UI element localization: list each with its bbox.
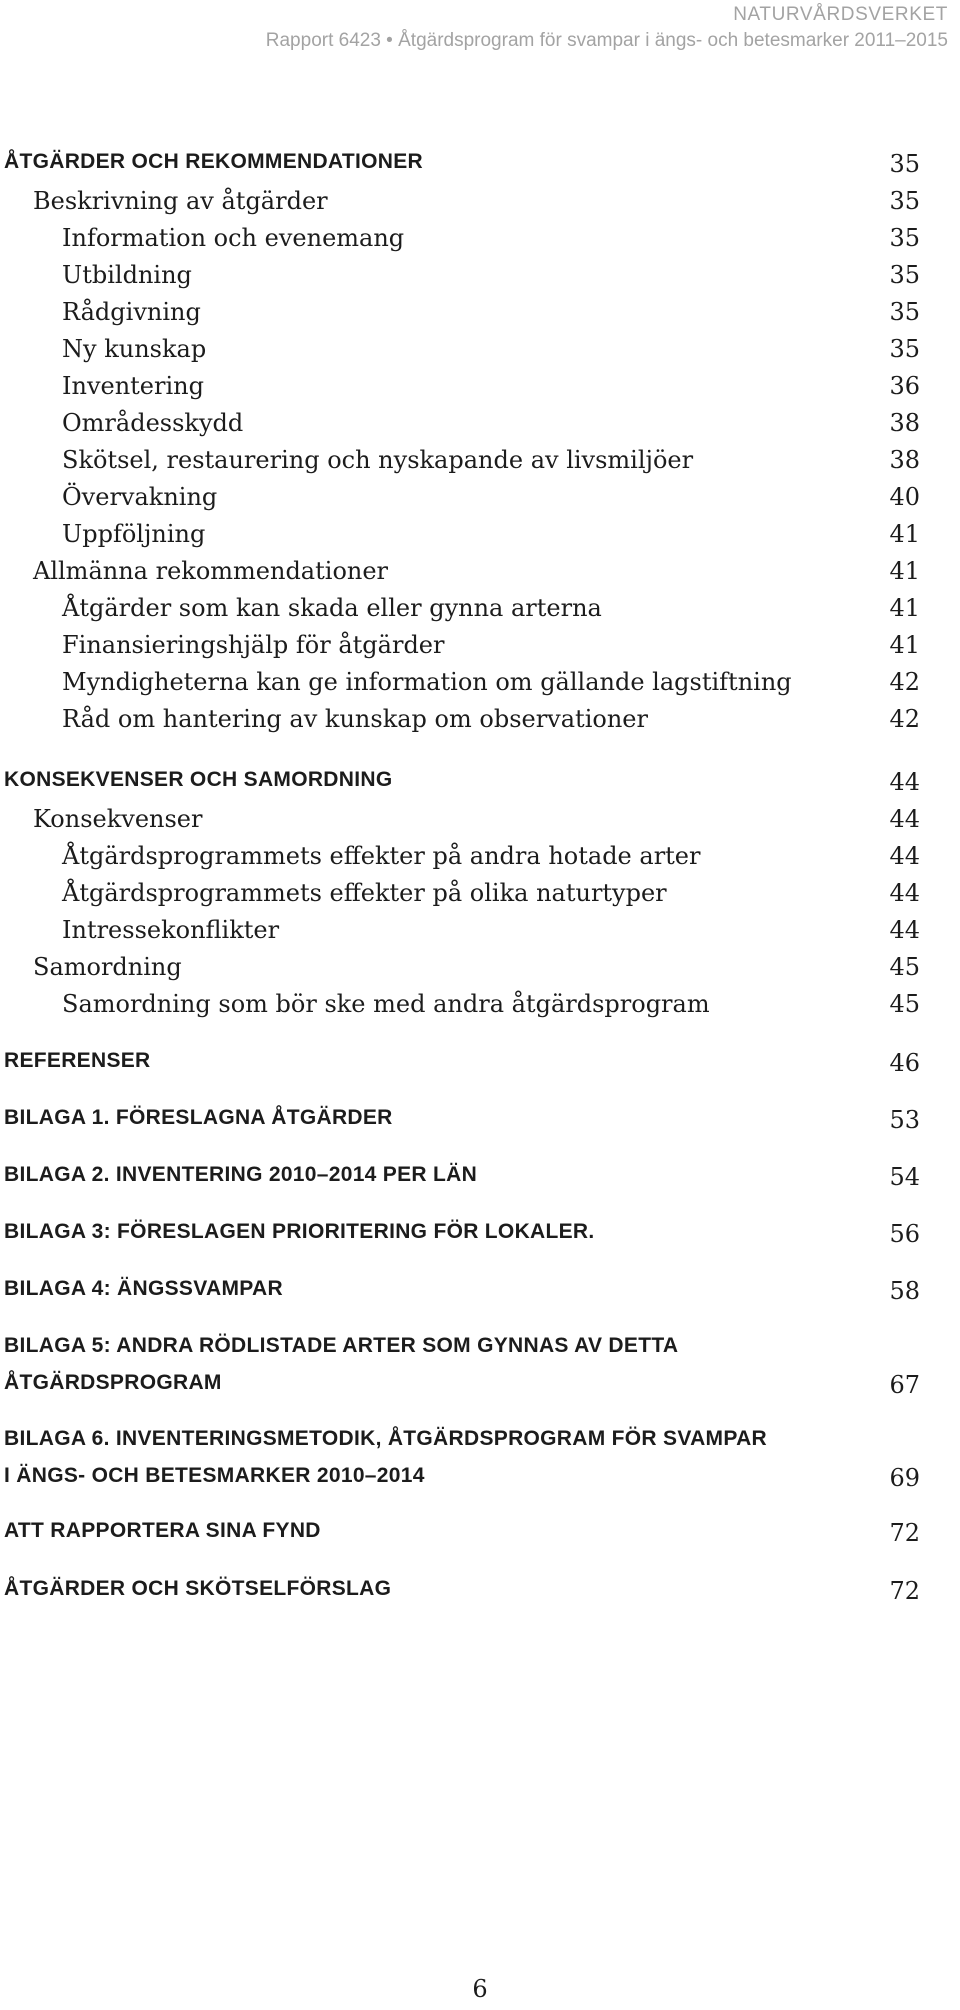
- header-report-title: Rapport 6423 • Åtgärdsprogram för svampar i ängs- och betesmarker 2011–2015: [265, 30, 948, 51]
- toc-entry-page: 35: [889, 187, 920, 215]
- toc-entry-page: 44: [889, 916, 920, 944]
- toc-entry-page: 44: [889, 842, 920, 870]
- toc-entry-title: Allmänna rekommendationer: [33, 557, 389, 585]
- toc-entry-page: 42: [889, 705, 920, 733]
- toc-entry-title: REFERENSER: [4, 1049, 151, 1072]
- toc-entry-title: Ny kunskap: [62, 335, 207, 363]
- toc-entry-page: 42: [889, 668, 920, 696]
- toc-entry-title: Samordning som bör ske med andra åtgärdsprogram: [62, 990, 710, 1018]
- toc-entry-title: Åtgärder som kan skada eller gynna arterna: [62, 594, 602, 622]
- toc-entry-title: I ÄNGS- OCH BETESMARKER 2010–2014: [4, 1464, 425, 1487]
- toc-entry-title: Beskrivning av åtgärder: [33, 187, 328, 215]
- toc-entry-title: Konsekvenser: [33, 805, 203, 833]
- toc-entry-page: 41: [889, 520, 920, 548]
- toc-entry-page: 38: [889, 409, 920, 437]
- toc-entry-title: BILAGA 1. FÖRESLAGNA ÅTGÄRDER: [4, 1106, 393, 1129]
- toc-entry-title: Inventering: [62, 372, 204, 400]
- toc-entry-page: 35: [889, 335, 920, 363]
- toc-entry-title: Rådgivning: [62, 298, 201, 326]
- running-header: [266, 0, 948, 54]
- toc-entry-page: 56: [889, 1220, 920, 1248]
- toc-entry-page: 45: [889, 990, 920, 1018]
- toc-entry-page: 53: [889, 1106, 920, 1134]
- toc-entry-title: Råd om hantering av kunskap om observationer: [62, 705, 648, 733]
- toc-entry-page: 41: [889, 557, 920, 585]
- toc-entry-title: Uppföljning: [62, 520, 206, 548]
- toc-entry-title: Skötsel, restaurering och nyskapande av livsmiljöer: [62, 446, 694, 474]
- toc-entry-page: 69: [889, 1464, 920, 1492]
- toc-entry-page: 67: [889, 1371, 920, 1399]
- toc-entry-page: 44: [889, 879, 920, 907]
- toc-entry-page: 40: [889, 483, 920, 511]
- toc-entry-title: Finansieringshjälp för åtgärder: [62, 631, 445, 659]
- toc-entry-page: 58: [889, 1277, 920, 1305]
- toc-entry-title: Utbildning: [62, 261, 192, 289]
- toc-entry-title: ATT RAPPORTERA SINA FYND: [4, 1519, 321, 1542]
- toc-entry-page: 54: [889, 1163, 920, 1191]
- toc-entry-title: KONSEKVENSER OCH SAMORDNING: [4, 768, 393, 791]
- toc-entry-title: Övervakning: [62, 483, 218, 511]
- toc-entry-title: ÅTGÄRDER OCH REKOMMENDATIONER: [4, 150, 423, 173]
- toc-entry-page: 44: [889, 805, 920, 833]
- toc-entry-page: 35: [889, 150, 920, 178]
- toc-entry-title: Samordning: [33, 953, 182, 981]
- toc-entry-page: 45: [889, 953, 920, 981]
- toc-entry-title: Åtgärdsprogrammets effekter på andra hotade arter: [62, 842, 701, 870]
- toc-entry-title: BILAGA 2. INVENTERING 2010–2014 PER LÄN: [4, 1163, 478, 1186]
- toc-entry-page: 35: [889, 224, 920, 252]
- page-number: 6: [472, 1975, 488, 2003]
- toc-entry-title: BILAGA 5: ANDRA RÖDLISTADE ARTER SOM GYNNAS AV DETTA: [4, 1334, 679, 1357]
- toc-entry-page: 35: [889, 261, 920, 289]
- toc-entry-title: Information och evenemang: [62, 224, 405, 252]
- toc-entry-title: BILAGA 6. INVENTERINGSMETODIK, ÅTGÄRDSPROGRAM FÖR SVAMPAR: [4, 1427, 768, 1450]
- toc-entry-title: Intressekonflikter: [62, 916, 280, 944]
- toc-entry-page: 35: [889, 298, 920, 326]
- toc-entry-page: 36: [889, 372, 920, 400]
- toc-entry-page: 44: [889, 768, 920, 796]
- toc-entry-page: 41: [889, 631, 920, 659]
- toc-entry-page: 72: [889, 1519, 920, 1547]
- toc-entry-page: 41: [889, 594, 920, 622]
- toc-entry-title: ÅTGÄRDER OCH SKÖTSELFÖRSLAG: [4, 1577, 392, 1600]
- toc-entry-page: 46: [889, 1049, 920, 1077]
- toc-entry-title: ÅTGÄRDSPROGRAM: [4, 1371, 222, 1394]
- toc-entry-page: 72: [889, 1577, 920, 1605]
- toc-entry-title: BILAGA 3: FÖRESLAGEN PRIORITERING FÖR LOKALER.: [4, 1220, 595, 1243]
- toc-entry-title: Åtgärdsprogrammets effekter på olika naturtyper: [62, 879, 667, 907]
- toc-entry-title: Områdesskydd: [62, 409, 244, 437]
- toc-entry-page: 38: [889, 446, 920, 474]
- toc-entry-title: BILAGA 4: ÄNGSSVAMPAR: [4, 1277, 283, 1300]
- toc-entry-title: Myndigheterna kan ge information om gällande lagstiftning: [62, 668, 792, 696]
- header-organization: NATURVÅRDSVERKET: [733, 4, 948, 25]
